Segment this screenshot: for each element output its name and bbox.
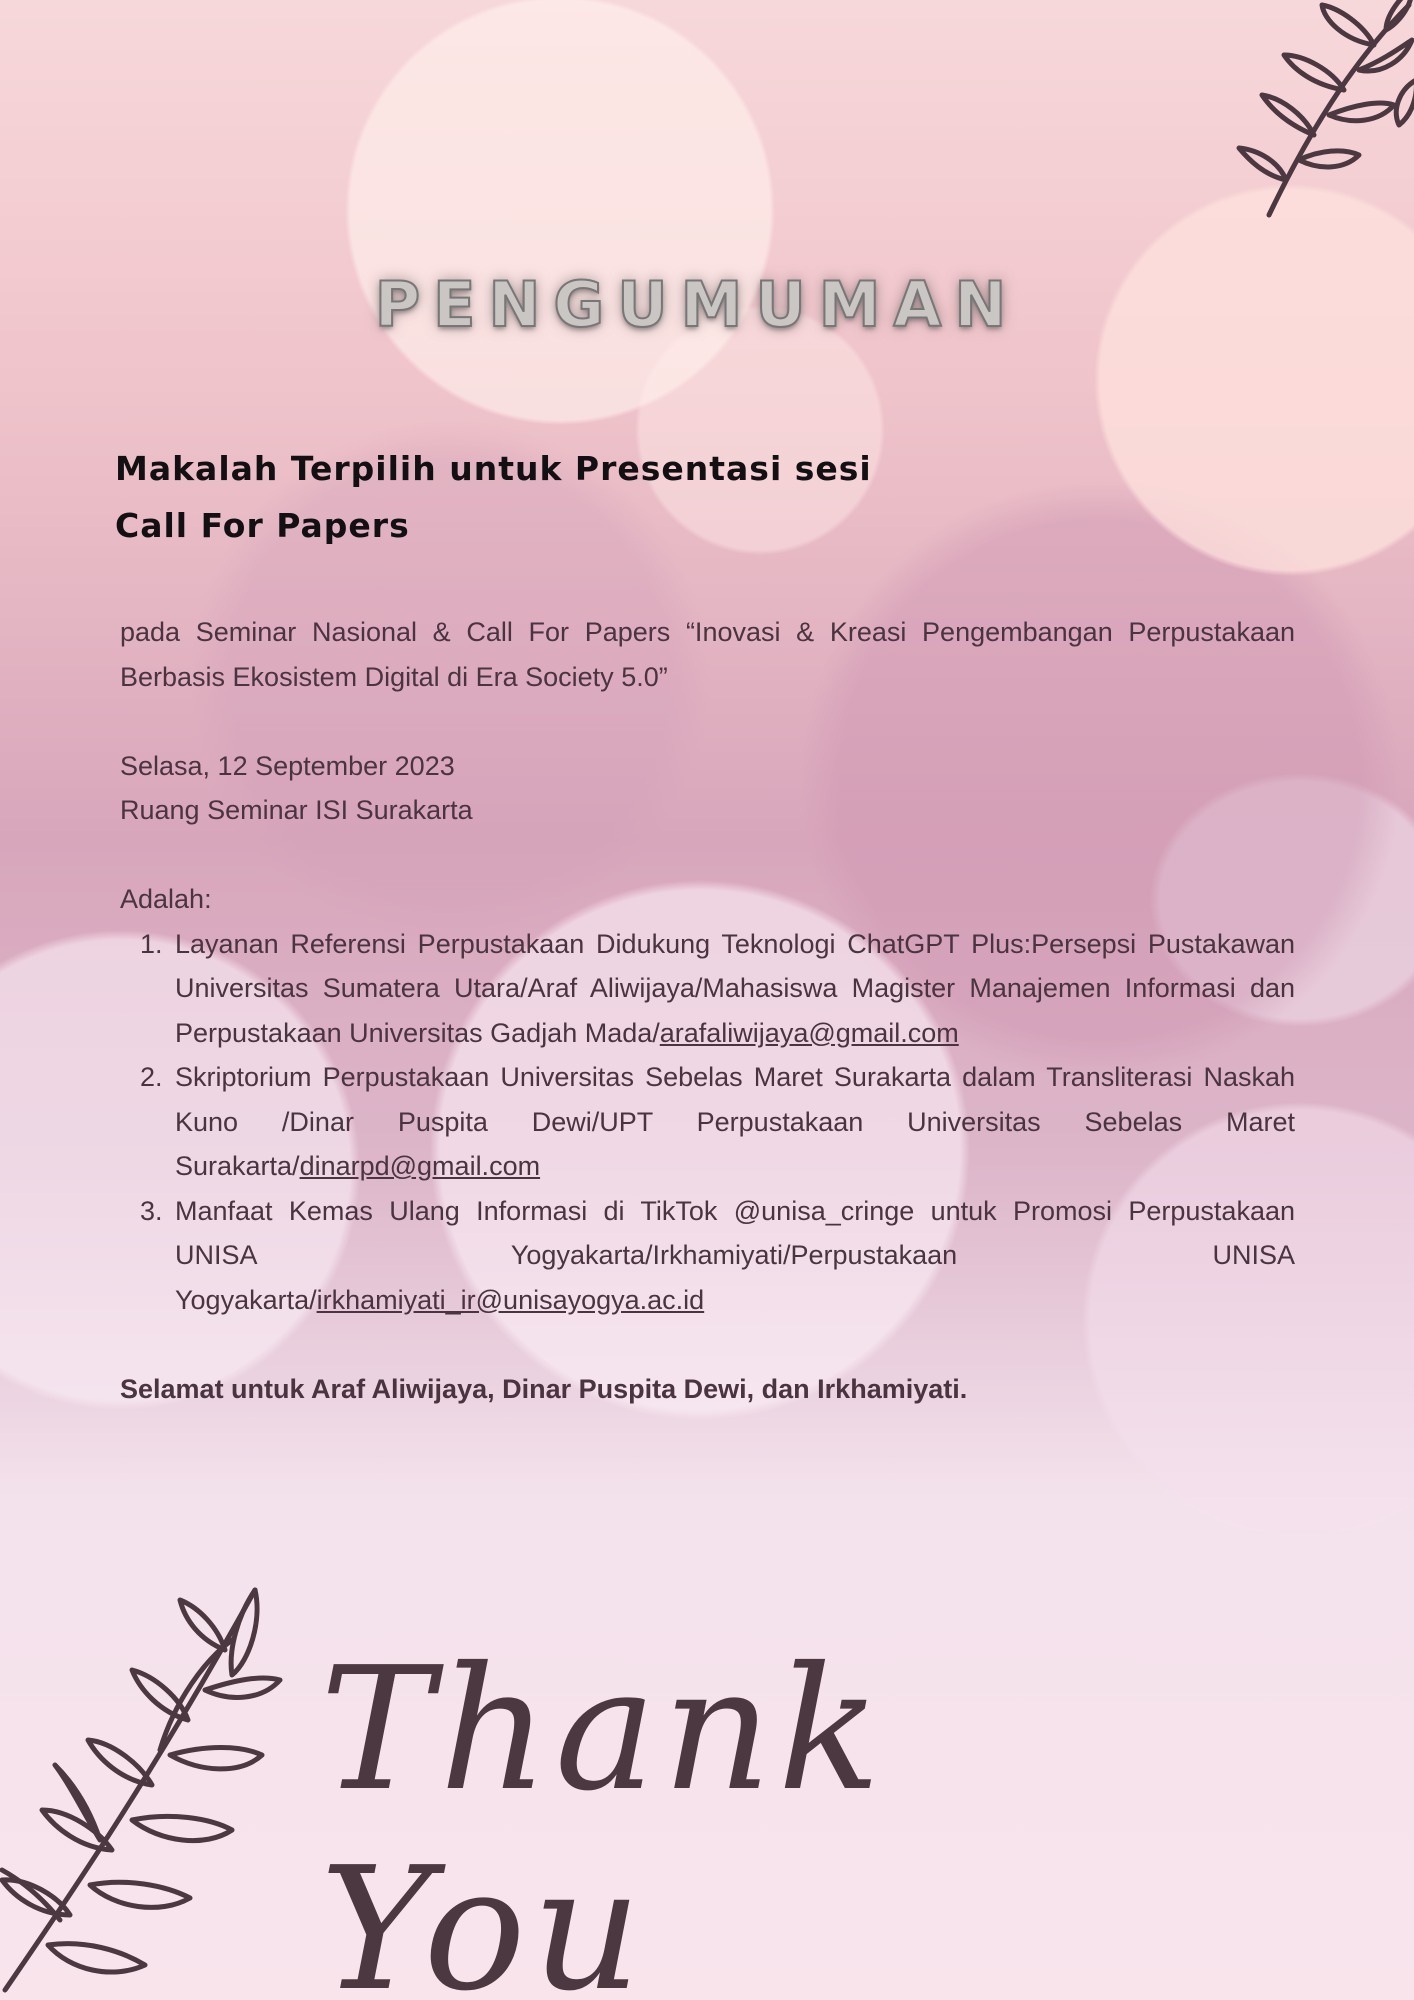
- announcement-body: [120, 610, 1295, 1411]
- paper-list: [120, 922, 1295, 1323]
- list-item: [120, 1055, 1295, 1189]
- email-link[interactable]: arafaliwijaya@gmail.com: [659, 1017, 959, 1048]
- subtitle-line-1: Makalah Terpilih untuk Presentasi sesi: [115, 449, 872, 488]
- paper-title: Manfaat Kemas Ulang Informasi di TikTok @unisa_cringe untuk Promosi Perpustakaan UNISA Yogyakarta/Irkhamiyati/Perpustakaan UNISA Yogyakarta/: [175, 1195, 1295, 1315]
- page-heading: PENGUMUMAN: [374, 268, 1020, 341]
- intro-paragraph: pada Seminar Nasional & Call For Papers “Inovasi & Kreasi Pengembangan Perpustakaan Berbasis Ekosistem Digital di Era Society 5.0”: [120, 617, 1295, 692]
- event-date: Selasa, 12 September 2023: [120, 750, 455, 781]
- page-subtitle: [115, 440, 1115, 554]
- leaf-branch-icon: [0, 1580, 360, 2000]
- paper-title: Skriptorium Perpustakaan Universitas Sebelas Maret Surakarta dalam Transliterasi Naskah Kuno /Dinar Puspita Dewi/UPT Perpustakaan Universitas Sebelas Maret Surakarta/: [175, 1062, 1295, 1181]
- list-item: [120, 1189, 1295, 1323]
- paper-title: Layanan Referensi Perpustakaan Didukung Teknologi ChatGPT Plus:Persepsi Pustakawan Universitas Sumatera Utara/Araf Aliwijaya/Mahasiswa Magister Manajemen Informasi dan Perpustakaan Universitas Gadjah Mada/: [175, 928, 1295, 1048]
- email-link[interactable]: irkhamiyati_ir@unisayogya.ac.id: [316, 1284, 705, 1315]
- event-location: Ruang Seminar ISI Surakarta: [120, 795, 473, 825]
- email-link[interactable]: dinarpd@gmail.com: [299, 1151, 541, 1181]
- thank-you-text: Thank You: [320, 1631, 887, 2000]
- list-intro: Adalah:: [120, 884, 212, 914]
- subtitle-line-2: Call For Papers: [115, 506, 410, 545]
- list-item: [120, 922, 1295, 1056]
- leaf-branch-icon: [1154, 0, 1414, 230]
- congratulations-text: Selamat untuk Araf Aliwijaya, Dinar Puspita Dewi, dan Irkhamiyati.: [120, 1373, 968, 1404]
